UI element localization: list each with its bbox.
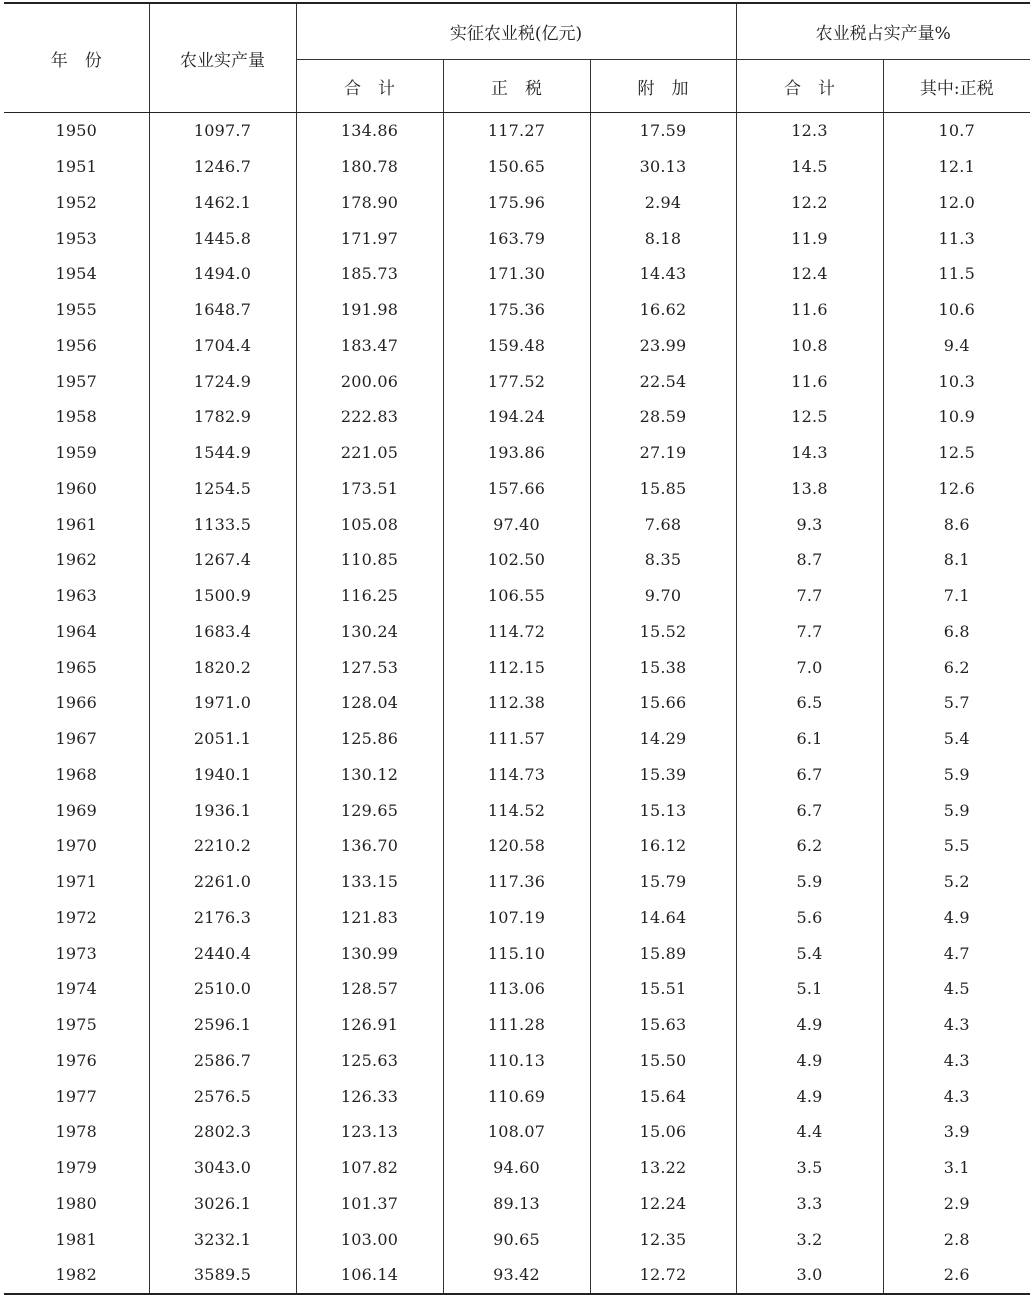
tax-total-cell: 133.15 — [296, 864, 443, 900]
tax-main-cell: 157.66 — [443, 471, 590, 507]
tax-total-cell: 101.37 — [296, 1186, 443, 1222]
tax-total-cell: 127.53 — [296, 649, 443, 685]
ratio-total-cell: 12.2 — [736, 185, 883, 221]
tax-total-cell: 123.13 — [296, 1114, 443, 1150]
output-cell: 1820.2 — [149, 649, 296, 685]
ratio-total-cell: 11.6 — [736, 363, 883, 399]
tax-additional-cell: 14.64 — [590, 900, 736, 936]
table-row — [4, 614, 1030, 650]
tax-additional-cell: 14.29 — [590, 721, 736, 757]
table-row — [4, 1221, 1030, 1257]
tax-total-cell: 126.91 — [296, 1007, 443, 1043]
year-cell: 1959 — [4, 435, 149, 471]
tax-additional-cell: 15.89 — [590, 935, 736, 971]
tax-additional-cell: 15.85 — [590, 471, 736, 507]
ratio-total-cell: 4.4 — [736, 1114, 883, 1150]
table-row — [4, 971, 1030, 1007]
ratio-main-cell: 12.1 — [938, 157, 975, 177]
year-cell: 1950 — [4, 113, 149, 149]
table-row — [4, 1007, 1030, 1043]
ratio-total-cell: 4.9 — [736, 1007, 883, 1043]
tax-total-cell: 183.47 — [296, 328, 443, 364]
ratio-total-cell: 3.5 — [736, 1150, 883, 1186]
tax-main-cell: 107.19 — [443, 900, 590, 936]
tax-total-cell: 191.98 — [296, 292, 443, 328]
tax-main-cell: 89.13 — [443, 1186, 590, 1222]
tax-total-cell: 105.08 — [296, 506, 443, 542]
output-cell: 1267.4 — [149, 542, 296, 578]
table-row — [4, 471, 1030, 507]
tax-additional-cell: 2.94 — [590, 185, 736, 221]
output-cell: 1971.0 — [149, 685, 296, 721]
header-tax-additional: 附 加 — [590, 60, 736, 113]
year-cell: 1966 — [4, 685, 149, 721]
table-row — [4, 757, 1030, 793]
output-cell: 1097.7 — [149, 113, 296, 149]
tax-main-cell: 175.96 — [443, 185, 590, 221]
tax-main-cell: 113.06 — [443, 971, 590, 1007]
tax-main-cell: 114.52 — [443, 792, 590, 828]
tax-additional-cell: 16.12 — [590, 828, 736, 864]
tax-total-cell: 125.63 — [296, 1043, 443, 1079]
year-cell: 1982 — [4, 1257, 149, 1294]
table-row — [4, 935, 1030, 971]
output-cell: 2586.7 — [149, 1043, 296, 1079]
table-row — [4, 649, 1030, 685]
ratio-main-cell: 6.2 — [943, 657, 970, 677]
tax-total-cell: 129.65 — [296, 792, 443, 828]
year-cell: 1981 — [4, 1221, 149, 1257]
table-row — [4, 792, 1030, 828]
tax-total-cell: 130.99 — [296, 935, 443, 971]
ratio-main-cell: 10.7 — [938, 121, 975, 141]
ratio-main-cell: 5.5 — [943, 836, 970, 856]
output-cell: 1648.7 — [149, 292, 296, 328]
ratio-total-cell: 12.4 — [736, 256, 883, 292]
ratio-total-cell: 5.1 — [736, 971, 883, 1007]
year-cell: 1978 — [4, 1114, 149, 1150]
ratio-main-cell: 9.4 — [943, 335, 970, 355]
table-row — [4, 506, 1030, 542]
table-body — [4, 113, 1030, 1294]
tax-additional-cell: 7.68 — [590, 506, 736, 542]
output-cell: 1462.1 — [149, 185, 296, 221]
tax-additional-cell: 15.64 — [590, 1078, 736, 1114]
table-header — [4, 3, 1030, 113]
agricultural-tax-table — [4, 2, 1030, 1295]
tax-total-cell: 222.83 — [296, 399, 443, 435]
tax-main-cell: 90.65 — [443, 1221, 590, 1257]
tax-main-cell: 150.65 — [443, 149, 590, 185]
tax-additional-cell: 15.51 — [590, 971, 736, 1007]
tax-main-cell: 117.36 — [443, 864, 590, 900]
ratio-main-cell: 12.5 — [938, 443, 975, 463]
table-row — [4, 1078, 1030, 1114]
output-cell: 1724.9 — [149, 363, 296, 399]
ratio-main-cell: 10.3 — [938, 371, 975, 391]
tax-main-cell: 108.07 — [443, 1114, 590, 1150]
ratio-total-cell: 12.3 — [736, 113, 883, 149]
output-cell: 2510.0 — [149, 971, 296, 1007]
table-row — [4, 256, 1030, 292]
ratio-total-cell: 3.0 — [736, 1257, 883, 1294]
output-cell: 1133.5 — [149, 506, 296, 542]
table-row — [4, 363, 1030, 399]
tax-total-cell: 116.25 — [296, 578, 443, 614]
tax-main-cell: 159.48 — [443, 328, 590, 364]
ratio-total-cell: 3.2 — [736, 1221, 883, 1257]
output-cell: 1683.4 — [149, 614, 296, 650]
year-cell: 1951 — [4, 149, 149, 185]
tax-main-cell: 194.24 — [443, 399, 590, 435]
tax-main-cell: 111.28 — [443, 1007, 590, 1043]
tax-additional-cell: 17.59 — [590, 113, 736, 149]
tax-main-cell: 171.30 — [443, 256, 590, 292]
tax-additional-cell: 15.39 — [590, 757, 736, 793]
ratio-main-cell: 4.3 — [943, 1015, 970, 1035]
year-cell: 1958 — [4, 399, 149, 435]
tax-main-cell: 193.86 — [443, 435, 590, 471]
output-cell: 2261.0 — [149, 864, 296, 900]
tax-total-cell: 110.85 — [296, 542, 443, 578]
tax-total-cell: 178.90 — [296, 185, 443, 221]
ratio-total-cell: 4.9 — [736, 1078, 883, 1114]
ratio-main-cell: 7.1 — [943, 586, 970, 606]
ratio-main-cell: 11.3 — [938, 228, 975, 248]
tax-total-cell: 173.51 — [296, 471, 443, 507]
output-cell: 1500.9 — [149, 578, 296, 614]
output-cell: 2051.1 — [149, 721, 296, 757]
ratio-total-cell: 8.7 — [736, 542, 883, 578]
tax-total-cell: 107.82 — [296, 1150, 443, 1186]
table-row — [4, 113, 1030, 149]
output-cell: 1940.1 — [149, 757, 296, 793]
output-cell: 2176.3 — [149, 900, 296, 936]
tax-additional-cell: 27.19 — [590, 435, 736, 471]
ratio-main-cell: 2.8 — [943, 1229, 970, 1249]
tax-additional-cell: 28.59 — [590, 399, 736, 435]
ratio-total-cell: 6.5 — [736, 685, 883, 721]
year-cell: 1977 — [4, 1078, 149, 1114]
table-row — [4, 1150, 1030, 1186]
table-row — [4, 542, 1030, 578]
ratio-total-cell: 3.3 — [736, 1186, 883, 1222]
ratio-main-cell: 2.9 — [943, 1193, 970, 1213]
tax-main-cell: 110.13 — [443, 1043, 590, 1079]
tax-total-cell: 130.12 — [296, 757, 443, 793]
ratio-total-cell: 6.7 — [736, 792, 883, 828]
ratio-main-cell: 3.1 — [943, 1158, 970, 1178]
output-cell: 3589.5 — [149, 1257, 296, 1294]
table-row — [4, 185, 1030, 221]
tax-main-cell: 110.69 — [443, 1078, 590, 1114]
year-cell: 1954 — [4, 256, 149, 292]
tax-additional-cell: 30.13 — [590, 149, 736, 185]
ratio-total-cell: 6.7 — [736, 757, 883, 793]
ratio-total-cell: 11.9 — [736, 220, 883, 256]
table-row — [4, 828, 1030, 864]
year-cell: 1952 — [4, 185, 149, 221]
ratio-main-cell: 4.7 — [943, 943, 970, 963]
tax-additional-cell: 13.22 — [590, 1150, 736, 1186]
ratio-main-cell: 4.5 — [943, 979, 970, 999]
year-cell: 1963 — [4, 578, 149, 614]
output-cell: 1936.1 — [149, 792, 296, 828]
tax-additional-cell: 15.50 — [590, 1043, 736, 1079]
year-cell: 1953 — [4, 220, 149, 256]
ratio-total-cell: 14.5 — [736, 149, 883, 185]
ratio-total-cell: 5.9 — [736, 864, 883, 900]
year-cell: 1956 — [4, 328, 149, 364]
year-cell: 1973 — [4, 935, 149, 971]
tax-total-cell: 134.86 — [296, 113, 443, 149]
tax-additional-cell: 8.35 — [590, 542, 736, 578]
tax-additional-cell: 8.18 — [590, 220, 736, 256]
table-row — [4, 864, 1030, 900]
tax-total-cell: 130.24 — [296, 614, 443, 650]
ratio-main-cell: 2.6 — [883, 1257, 1030, 1294]
agricultural-tax-table-container — [4, 2, 1030, 1295]
tax-additional-cell: 23.99 — [590, 328, 736, 364]
tax-additional-cell: 15.06 — [590, 1114, 736, 1150]
year-cell: 1961 — [4, 506, 149, 542]
year-cell: 1968 — [4, 757, 149, 793]
year-cell: 1962 — [4, 542, 149, 578]
ratio-main-cell: 4.3 — [943, 1050, 970, 1070]
output-cell: 1445.8 — [149, 220, 296, 256]
year-cell: 1965 — [4, 649, 149, 685]
tax-additional-cell: 16.62 — [590, 292, 736, 328]
ratio-total-cell: 9.3 — [736, 506, 883, 542]
header-ratio-main: 其中:正税 — [883, 60, 1030, 113]
tax-additional-cell: 15.63 — [590, 1007, 736, 1043]
ratio-main-cell: 4.9 — [943, 907, 970, 927]
ratio-total-cell: 12.5 — [736, 399, 883, 435]
ratio-total-cell: 4.9 — [736, 1043, 883, 1079]
tax-main-cell: 93.42 — [443, 1257, 590, 1294]
tax-main-cell: 114.72 — [443, 614, 590, 650]
output-cell: 1704.4 — [149, 328, 296, 364]
year-cell: 1975 — [4, 1007, 149, 1043]
tax-additional-cell: 15.38 — [590, 649, 736, 685]
header-ratio-total: 合 计 — [736, 60, 883, 113]
ratio-main-cell: 4.3 — [943, 1086, 970, 1106]
ratio-main-cell: 5.7 — [943, 693, 970, 713]
year-cell: 1964 — [4, 614, 149, 650]
tax-main-cell: 117.27 — [443, 113, 590, 149]
ratio-total-cell: 13.8 — [736, 471, 883, 507]
tax-main-cell: 111.57 — [443, 721, 590, 757]
ratio-main-cell: 8.6 — [943, 514, 970, 534]
tax-total-cell: 221.05 — [296, 435, 443, 471]
header-ratio-group: 农业税占实产量% — [736, 3, 1030, 60]
header-tax-main: 正 税 — [443, 60, 590, 113]
table-row — [4, 292, 1030, 328]
tax-main-cell: 175.36 — [443, 292, 590, 328]
year-cell: 1967 — [4, 721, 149, 757]
table-row — [4, 399, 1030, 435]
year-cell: 1960 — [4, 471, 149, 507]
year-cell: 1970 — [4, 828, 149, 864]
ratio-main-cell: 3.9 — [943, 1122, 970, 1142]
tax-main-cell: 163.79 — [443, 220, 590, 256]
output-cell: 1494.0 — [149, 256, 296, 292]
tax-total-cell: 180.78 — [296, 149, 443, 185]
ratio-main-cell: 6.8 — [943, 621, 970, 641]
table-row — [4, 149, 1030, 185]
table-row — [4, 1186, 1030, 1222]
ratio-total-cell: 14.3 — [736, 435, 883, 471]
ratio-total-cell: 6.1 — [736, 721, 883, 757]
tax-additional-cell: 15.13 — [590, 792, 736, 828]
tax-total-cell: 121.83 — [296, 900, 443, 936]
ratio-main-cell: 10.9 — [938, 407, 975, 427]
year-cell: 1976 — [4, 1043, 149, 1079]
tax-main-cell: 106.55 — [443, 578, 590, 614]
tax-total-cell: 106.14 — [296, 1257, 443, 1294]
ratio-total-cell: 7.0 — [736, 649, 883, 685]
ratio-main-cell: 5.2 — [943, 872, 970, 892]
tax-total-cell: 125.86 — [296, 721, 443, 757]
output-cell: 1782.9 — [149, 399, 296, 435]
ratio-main-cell: 5.9 — [943, 764, 970, 784]
tax-additional-cell: 14.43 — [590, 256, 736, 292]
output-cell: 1246.7 — [149, 149, 296, 185]
ratio-main-cell: 10.6 — [938, 300, 975, 320]
ratio-total-cell: 6.2 — [736, 828, 883, 864]
tax-main-cell: 97.40 — [443, 506, 590, 542]
tax-main-cell: 177.52 — [443, 363, 590, 399]
tax-total-cell: 200.06 — [296, 363, 443, 399]
output-cell: 2440.4 — [149, 935, 296, 971]
table-row — [4, 721, 1030, 757]
year-cell: 1955 — [4, 292, 149, 328]
year-cell: 1979 — [4, 1150, 149, 1186]
header-output: 农业实产量 — [149, 3, 296, 113]
output-cell: 2210.2 — [149, 828, 296, 864]
table-row — [4, 220, 1030, 256]
tax-additional-cell: 12.72 — [590, 1257, 736, 1294]
tax-additional-cell: 15.66 — [590, 685, 736, 721]
tax-total-cell: 136.70 — [296, 828, 443, 864]
ratio-total-cell: 10.8 — [736, 328, 883, 364]
table-row — [4, 900, 1030, 936]
tax-main-cell: 112.38 — [443, 685, 590, 721]
header-year: 年 份 — [4, 3, 149, 113]
header-tax-total: 合 计 — [296, 60, 443, 113]
ratio-total-cell: 5.6 — [736, 900, 883, 936]
tax-main-cell: 112.15 — [443, 649, 590, 685]
output-cell: 3232.1 — [149, 1221, 296, 1257]
output-cell: 1254.5 — [149, 471, 296, 507]
table-row — [4, 1257, 1030, 1294]
table-row — [4, 1114, 1030, 1150]
tax-additional-cell: 12.35 — [590, 1221, 736, 1257]
output-cell: 2576.5 — [149, 1078, 296, 1114]
tax-additional-cell: 15.79 — [590, 864, 736, 900]
year-cell: 1980 — [4, 1186, 149, 1222]
table-row — [4, 435, 1030, 471]
ratio-total-cell: 7.7 — [736, 578, 883, 614]
tax-total-cell: 171.97 — [296, 220, 443, 256]
tax-additional-cell: 15.52 — [590, 614, 736, 650]
year-cell: 1971 — [4, 864, 149, 900]
ratio-main-cell: 12.0 — [938, 192, 975, 212]
tax-main-cell: 120.58 — [443, 828, 590, 864]
ratio-total-cell: 11.6 — [736, 292, 883, 328]
output-cell: 2596.1 — [149, 1007, 296, 1043]
table-row — [4, 328, 1030, 364]
tax-main-cell: 115.10 — [443, 935, 590, 971]
ratio-main-cell: 12.6 — [938, 478, 975, 498]
tax-main-cell: 94.60 — [443, 1150, 590, 1186]
tax-total-cell: 128.57 — [296, 971, 443, 1007]
tax-main-cell: 102.50 — [443, 542, 590, 578]
year-cell: 1972 — [4, 900, 149, 936]
table-row — [4, 578, 1030, 614]
ratio-main-cell: 5.9 — [943, 800, 970, 820]
tax-total-cell: 126.33 — [296, 1078, 443, 1114]
tax-total-cell: 103.00 — [296, 1221, 443, 1257]
output-cell: 3026.1 — [149, 1186, 296, 1222]
table-row — [4, 1043, 1030, 1079]
year-cell: 1969 — [4, 792, 149, 828]
year-cell: 1974 — [4, 971, 149, 1007]
tax-additional-cell: 12.24 — [590, 1186, 736, 1222]
tax-total-cell: 185.73 — [296, 256, 443, 292]
tax-additional-cell: 9.70 — [590, 578, 736, 614]
ratio-main-cell: 5.4 — [943, 729, 970, 749]
tax-additional-cell: 22.54 — [590, 363, 736, 399]
header-tax-group: 实征农业税(亿元) — [296, 3, 736, 60]
output-cell: 2802.3 — [149, 1114, 296, 1150]
ratio-total-cell: 7.7 — [736, 614, 883, 650]
year-cell: 1957 — [4, 363, 149, 399]
output-cell: 3043.0 — [149, 1150, 296, 1186]
table-row — [4, 685, 1030, 721]
tax-main-cell: 114.73 — [443, 757, 590, 793]
output-cell: 1544.9 — [149, 435, 296, 471]
tax-total-cell: 128.04 — [296, 685, 443, 721]
ratio-main-cell: 11.5 — [938, 264, 975, 284]
ratio-main-cell: 8.1 — [943, 550, 970, 570]
ratio-total-cell: 5.4 — [736, 935, 883, 971]
